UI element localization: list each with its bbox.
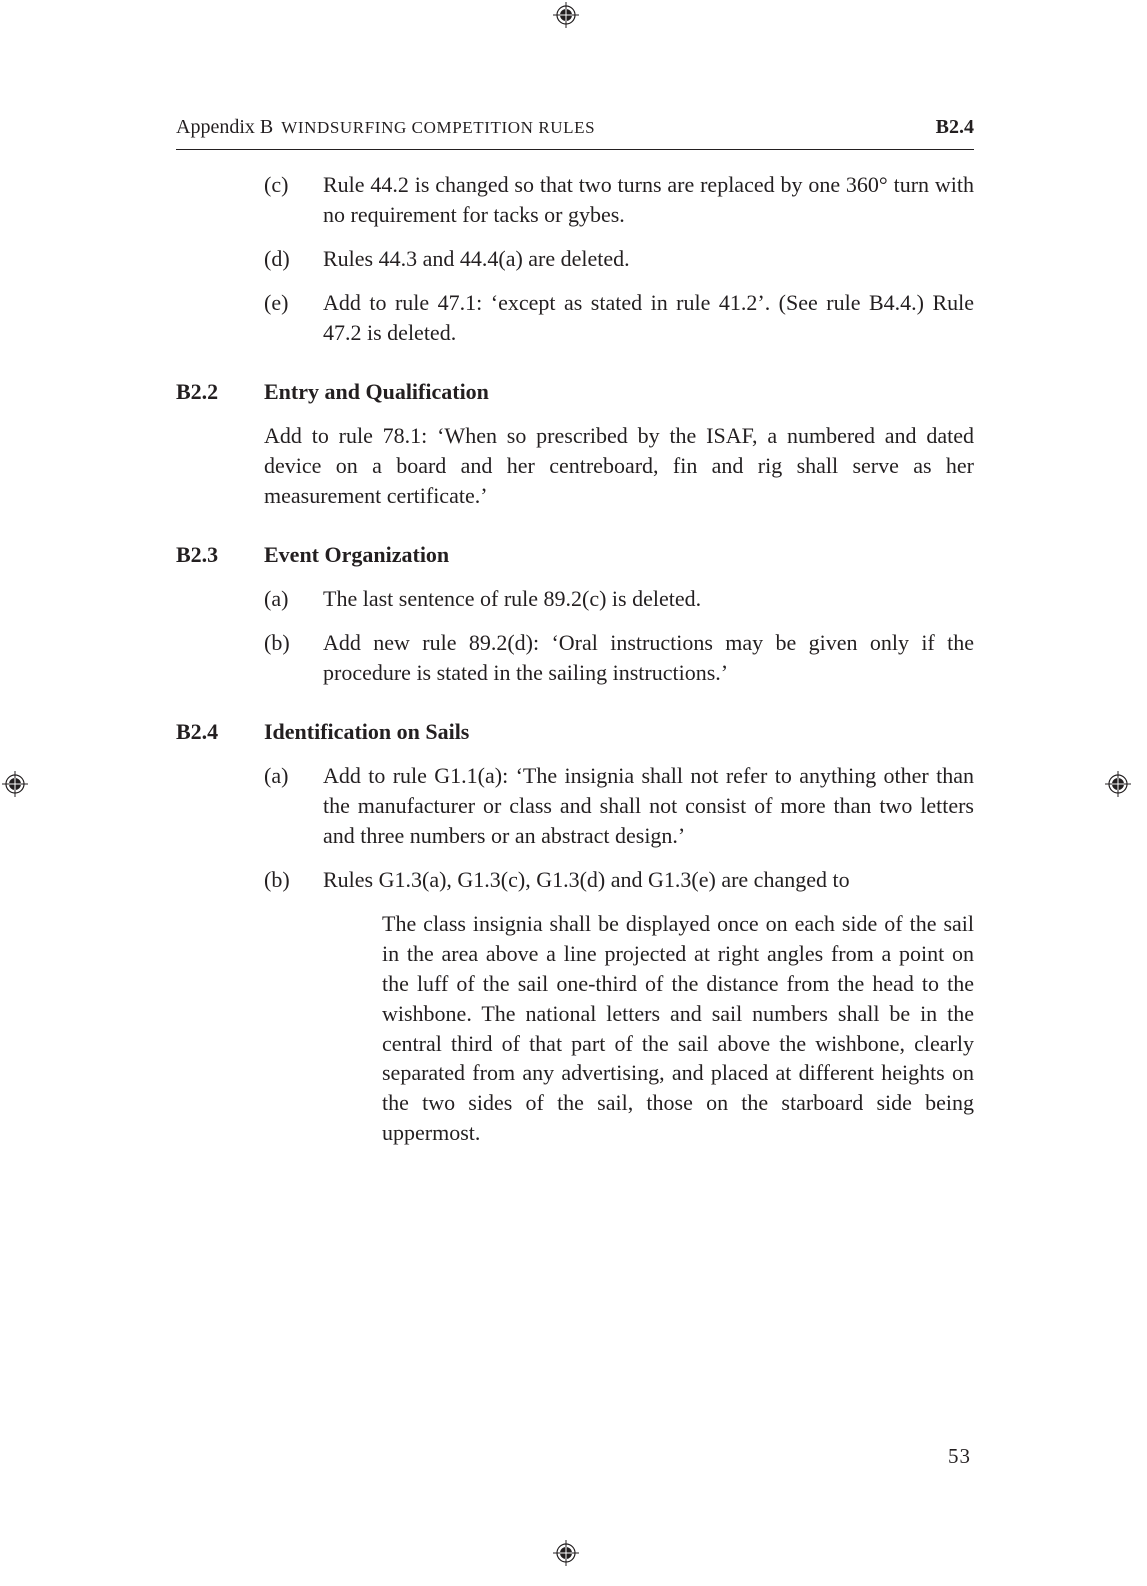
section-title: Identification on Sails [264, 718, 470, 744]
item-label: (c) [264, 172, 289, 197]
section-title: Entry and Qualification [264, 378, 489, 404]
item-label: (e) [264, 290, 289, 316]
quoted-rule-text: The class insignia shall be displayed once on each side of the sail in the area above a line projected at right angles from a point on the luff of the sail one-third of the distance from the head to the wishbone. The national letters and sail numbers shall be in the central third of that part of the sail above the wishbone, clearly separated from any advertising, and placed at different heights on the two sides of the sail, those on the starboard side being uppermost. [382, 911, 974, 1145]
rule-item-b2-3-a [176, 584, 974, 614]
page-number: 53 [948, 1444, 971, 1468]
rule-item-b2-3-b [176, 628, 974, 688]
registration-mark-right-icon [1105, 771, 1131, 797]
section-heading-b2-4 [176, 717, 974, 747]
item-text: Add new rule 89.2(d): ‘Oral instructions may be given only if the procedure is stated in the sailing instructions.’ [323, 630, 974, 686]
registration-mark-left-icon [2, 771, 28, 797]
section-heading-b2-3 [176, 540, 974, 570]
section-body-b2-2: Add to rule 78.1: ‘When so prescribed by the ISAF, a numbered and dated device on a board and her centreboard, fin and rig shall serve as her measurement certificate.’ [264, 423, 974, 508]
item-text: Add to rule G1.1(a): ‘The insignia shall not refer to anything other than the manufacturer or class and shall not consist of more than two letters and three numbers or an abstract design.’ [323, 763, 974, 848]
item-label: (a) [264, 585, 289, 611]
item-label: (d) [264, 246, 290, 272]
registration-mark-top-icon [553, 2, 579, 28]
running-head-section-ref: B2.4 [935, 116, 974, 138]
page-body [176, 170, 974, 1148]
rule-item-e [176, 288, 974, 348]
item-text: Rules G1.3(a), G1.3(c), G1.3(d) and G1.3(e) are changed to [323, 867, 850, 893]
section-number: B2.4 [176, 718, 219, 744]
running-head [176, 114, 974, 150]
registration-mark-bottom-icon [553, 1540, 579, 1566]
rule-item-b2-4-a [176, 761, 974, 850]
section-number: B2.3 [176, 541, 219, 567]
appendix-title: WINDSURFING COMPETITION RULES [281, 118, 596, 137]
item-label: (b) [264, 630, 290, 656]
item-label: (b) [264, 867, 290, 893]
rule-item-c [176, 170, 974, 230]
item-text: Add to rule 47.1: ‘except as stated in rule 41.2’. (See rule B4.4.) Rule 47.2 is deleted. [323, 290, 974, 346]
section-number: B2.2 [176, 378, 219, 404]
appendix-label: Appendix B [176, 116, 274, 138]
section-title: Event Organization [264, 541, 450, 567]
item-text: Rule 44.2 is changed so that two turns are replaced by one 360° turn with no requirement for tacks or gybes. [323, 172, 974, 227]
running-head-title [176, 116, 595, 139]
section-heading-b2-2 [176, 377, 974, 407]
rule-item-d [176, 244, 974, 274]
item-label: (a) [264, 763, 289, 789]
item-text: The last sentence of rule 89.2(c) is deleted. [323, 585, 702, 611]
item-text: Rules 44.3 and 44.4(a) are deleted. [323, 246, 630, 272]
rule-item-b2-4-b [176, 865, 974, 895]
